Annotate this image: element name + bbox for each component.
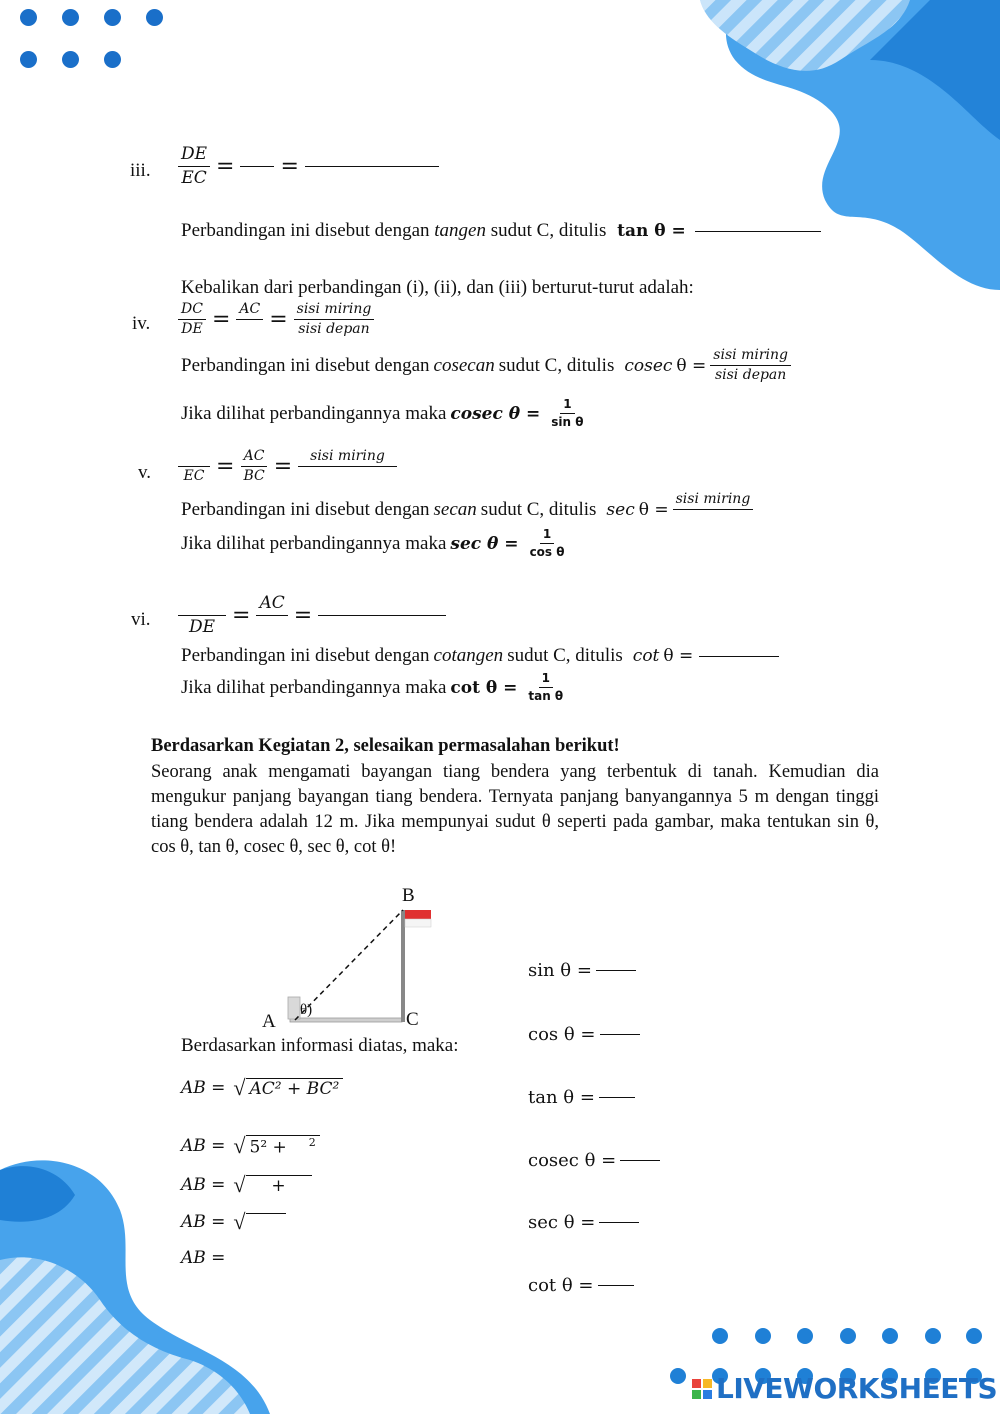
cotangent-description: Perbandingan ini disebut dengan cotangen sudut C, ditulis cot θ = [181,645,779,667]
angle-theta-label: θ) [300,1002,313,1018]
solution-intro: Berdasarkan informasi diatas, maka: [181,1035,459,1056]
item-label-iv: iv. [132,313,151,334]
answer-cos: cos θ = [528,1024,640,1045]
flag-pole [401,910,405,1022]
solution-line-5: AB = [181,1248,226,1268]
fraction-de-ec [178,145,210,187]
fraction-numerator: DE [178,145,210,167]
tangent-description: Perbandingan ini disebut dengan tangen sudut C, ditulis tan θ = [181,220,821,242]
solution-line-4: AB = √ [181,1209,286,1235]
answer-cot: cot θ = [528,1275,634,1296]
watermark-text: LIVEWORKSHEETS [716,1372,998,1405]
fraction-dc-de: $\frac{DC}{DE}$ [178,302,206,338]
fraction-ac-blank: AC [236,302,263,338]
item-label-v: v. [138,462,152,483]
fraction-denominator: EC [181,167,207,188]
fraction-ac-blank: AC [256,594,287,636]
vertex-label-c: C [406,1009,419,1030]
fraction-sisi-miring-sisi-depan: $\frac{\text{sisi miring}}{\text{sisi depan}}$ [294,302,375,338]
ratio-v: EC = $\frac{AC}{BC}$ = sisi miring [178,449,397,485]
fraction-ac-bc: $\frac{AC}{BC}$ [240,449,267,485]
blank-fraction[interactable] [318,615,446,616]
sec-reciprocal-note: Jika dilihat perbandingannya maka sec θ = $\frac{1}{\text{cos θ}}$ [181,528,567,559]
vertex-label-a: A [262,1011,276,1032]
fraction-sisi-miring-blank: sisi miring [298,449,397,485]
blank-fraction[interactable] [305,166,439,167]
liveworksheets-logo [692,1372,997,1405]
blank-tan[interactable] [695,231,821,232]
solution-line-3: AB = √ + [181,1172,312,1198]
tan-func: tan θ = [617,221,686,241]
fraction-one-over-sin: $\frac{1}{\text{sin θ}}$ [551,397,584,430]
radicand: AC² + BC² [246,1078,344,1099]
cot-reciprocal-note: Jika dilihat perbandingannya maka cot θ = $\frac{1}{\text{tan θ}}$ [181,672,566,703]
ratio-vi: DE = AC = [178,594,446,636]
cosec-reciprocal-note: Jika dilihat perbandingannya maka cosec θ = $\frac{1}{\text{sin θ}}$ [181,398,586,429]
problem-body: Seorang anak mengamati bayangan tiang bendera yang terbentuk di tanah. Kemudian dia mengukur panjang bayangan tiang bendera. Ternyata panjang banyangannya 5 m dengan tinggi tiang bendera adalah 12 m. Jika mempunyai sudut θ seperti pada gambar, maka tentukan sin θ, cos θ, tan θ, cosec θ, sec θ, cot θ! [151,762,879,857]
flagpole-diagram [255,880,455,1035]
answer-cosec: cosec θ = [528,1150,660,1171]
vertex-label-b: B [402,885,415,906]
answer-sin: sin θ = [528,960,636,981]
fraction-one-over-tan: $\frac{1}{\text{tan θ}}$ [528,671,564,704]
reciprocal-intro: Kebalikan dari perbandingan (i), (ii), dan (iii) berturut-turut adalah: [181,277,694,298]
decoration-top-right-blob [700,0,1000,300]
problem-heading: Berdasarkan Kegiatan 2, selesaikan permasalahan berikut! [151,736,620,756]
ratio-iii: $\frac{DE}{EC}$ = = [178,145,439,187]
fraction-blank-ec: EC [178,449,210,485]
blank-cot[interactable] [699,656,779,657]
cosecant-description: Perbandingan ini disebut dengan cosecan sudut C, ditulis cosec θ = $\frac{\text{sisi miring}}{\text{sisi depan}}$ [181,348,791,384]
solution-line-2: AB = √ 5² + $^2$ [181,1133,320,1159]
solution-line-1: AB = √ AC² + BC² [181,1075,343,1101]
item-label-iii: iii. [130,160,151,181]
secant-description: Perbandingan ini disebut dengan secan sudut C, ditulis sec θ = sisi miring [181,492,753,528]
blank-radicand[interactable] [246,1213,286,1232]
observer-figure [288,997,300,1019]
logo-icon [692,1379,712,1399]
fraction-sec-result: sisi miring [673,492,754,528]
blank-fraction[interactable] [240,166,274,167]
answer-tan: tan θ = [528,1087,635,1108]
flag-white [405,919,431,927]
ratio-iv: $\frac{DC}{DE}$ = AC = $\frac{\text{sisi miring}}{\text{sisi depan}}$ [178,302,374,338]
flag-red [405,910,431,919]
answer-sec: sec θ = [528,1212,639,1233]
fraction-cosec-result: $\frac{\text{sisi miring}}{\text{sisi depan}}$ [710,348,791,384]
item-label-vi: vi. [131,609,151,630]
fraction-one-over-cos: $\frac{1}{\text{cos θ}}$ [529,527,565,560]
fraction-blank-de: DE [178,594,226,636]
